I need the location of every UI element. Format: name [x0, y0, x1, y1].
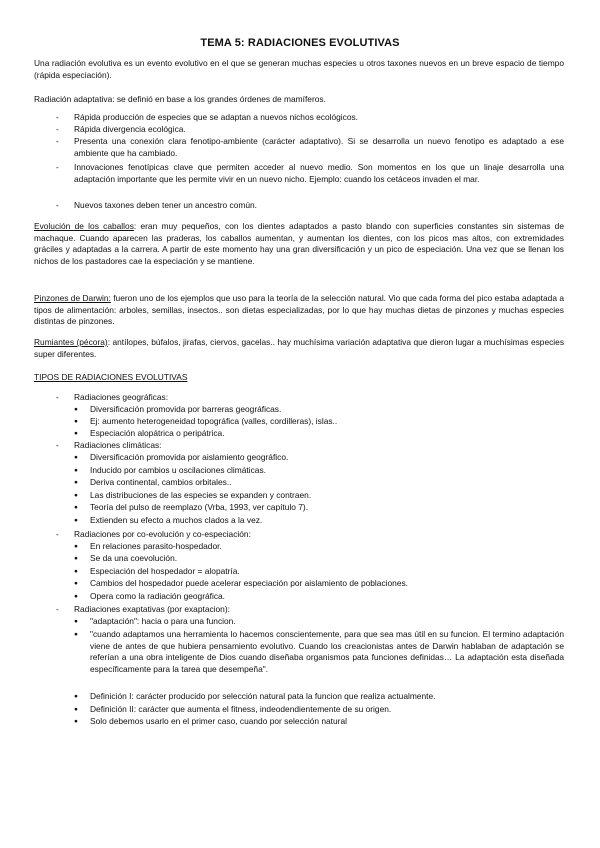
list-item-text: "cuando adaptamos una herramienta lo hacemos conscientemente, para que sea mas útil en su funcion. El termino adaptación viene de antes de que hubiera pensamiento evolutivo. Cuando los creacionistas antes de Darwin hablaban de adaptación se referían a una obra inteligente de Dios cuando diseñaba organismos pata funciones definidas… La adaptación esta diseñada específicamente para la tarea que desempeña". — [90, 629, 564, 674]
dash-marker: - — [56, 529, 59, 539]
bullet-marker: ● — [74, 479, 78, 486]
ruminants-paragraph — [34, 337, 564, 360]
bullet-marker: ● — [74, 568, 78, 575]
document-title: TEMA 5: RADIACIONES EVOLUTIVAS — [200, 37, 400, 49]
bullet-marker: ● — [74, 618, 78, 625]
bullet-marker: ● — [74, 543, 78, 550]
list-item-text: En relaciones parasito-hospedador. — [90, 541, 222, 551]
bullet-marker: ● — [74, 593, 78, 600]
list-item-text: Deriva continental, cambios orbitales.. — [90, 477, 232, 487]
bullet-marker: ● — [74, 467, 78, 474]
dash-marker: - — [56, 604, 59, 614]
bullet-marker: ● — [74, 706, 78, 713]
finches-text: fueron uno de los ejemplos que uso para la teoría de la selección natural. Vio que cada forma del pico estaba adaptada a tipos de alimentación: arboles, semillas, insectos.. son dietas especializadas, por lo que hay muchas dietas de pinzones y muchas especies distintas de pinzones. — [34, 293, 564, 327]
finches-paragraph — [34, 293, 564, 328]
dash-marker: - — [56, 162, 59, 172]
dash-marker: - — [56, 392, 59, 402]
horses-label: Evolución de los caballos — [34, 221, 134, 231]
list-item-text: Solo debemos usarlo en el primer caso, cuando por selección natural — [90, 716, 347, 726]
list-item-text: Se da una coevolución. — [90, 553, 178, 563]
adaptive-item-text: Presenta una conexión clara fenotipo-ambiente (carácter adaptativo). Si se desarrolla un nuevo fenotipo es adaptado a ese ambiente que ha cambiado. — [74, 136, 564, 158]
bullet-marker: ● — [74, 718, 78, 725]
list-item-text: Cambios del hospedador puede acelerar especiación por aislamiento de poblaciones. — [90, 578, 408, 588]
list-item-text: Diversificación promovida por aislamiento geográfico. — [90, 452, 289, 462]
adaptive-radiation-heading: Radiación adaptativa: se definió en base a los grandes órdenes de mamíferos. — [34, 94, 326, 104]
list-item-text: Especiación del hospedador = alopatría. — [90, 566, 240, 576]
bullet-marker: ● — [74, 418, 78, 425]
dash-marker: - — [56, 124, 59, 134]
horses-text: : eran muy pequeños, con los dientes adaptados a pasto blando con superficies constantes sin sistemas de machaque. Cuando aparecen las praderas, los caballos aumentan, y aumentan los dientes, con los picos mas altos, con extremidades gráciles y adaptadas a la carrera. A partir de este momento hay una gran diversificación y un pico de especiación. Una vez que se llenan los nichos de los pastadores cae la especiación y se mantiene. — [34, 221, 564, 266]
list-item-text: Definición II: carácter que aumenta el fitness, indeodendientemente de su origen. — [90, 704, 392, 714]
adaptive-item-text: Innovaciones fenotípicas clave que permiten acceder al nuevo medio. Son momentos en los que un linaje desarrolla una adaptación importante que les permite vivir en un nuevo nicho. Ejemplo: cuando los cetáceos invaden el mar. — [74, 162, 564, 184]
bullet-marker: ● — [74, 504, 78, 511]
list-item-text: Inducido por cambios u oscilaciones climáticas. — [90, 465, 266, 475]
dash-marker: - — [56, 112, 59, 122]
horses-paragraph — [34, 221, 564, 267]
list-item-text: Especiación alopátrica o peripátrica. — [90, 428, 225, 438]
adaptive-item-text: Nuevos taxones deben tener un ancestro común. — [74, 200, 257, 210]
bullet-marker: ● — [74, 517, 78, 524]
ruminants-text: : antílopes, búfalos, jirafas, ciervos, gacelas.. hay muchísima variación adaptativa que dieron lugar a muchísimas especies super diferentes. — [34, 337, 565, 359]
bullet-marker: ● — [74, 631, 78, 638]
list-item-text: Opera como la radiación geográfica. — [90, 591, 226, 601]
type-label: Radiaciones por co-evolución y co-especiación: — [74, 529, 251, 539]
list-item-text: Las distribuciones de las especies se expanden y contraen. — [90, 490, 312, 500]
bullet-marker: ● — [74, 454, 78, 461]
list-item-text: Extienden su efecto a muchos clados a la vez. — [90, 515, 263, 525]
type-label: Radiaciones geográficas: — [74, 392, 169, 402]
ruminants-label: Rumiantes (pécora) — [34, 337, 108, 347]
bullet-marker: ● — [74, 406, 78, 413]
adaptive-item-text: Rápida producción de especies que se adaptan a nuevos nichos ecológicos. — [74, 112, 359, 122]
types-heading: TIPOS DE RADIACIONES EVOLUTIVAS — [34, 372, 188, 382]
list-item-text: Diversificación promovida por barreras geográficas. — [90, 404, 282, 414]
dash-marker: - — [56, 440, 59, 450]
type-label: Radiaciones climáticas: — [74, 440, 162, 450]
adaptive-item-text: Rápida divergencia ecológica. — [74, 124, 186, 134]
intro-paragraph: Una radiación evolutiva es un evento evolutivo en el que se generan muchas especies u otros taxones nuevos en un breve espacio de tiempo (rápida especiación). — [34, 58, 564, 80]
list-item-text: Ej: aumento heterogeneidad topográfica (valles, cordilleras), islas.. — [90, 416, 338, 426]
dash-marker: - — [56, 200, 59, 210]
bullet-marker: ● — [74, 430, 78, 437]
bullet-marker: ● — [74, 693, 78, 700]
bullet-marker: ● — [74, 492, 78, 499]
bullet-marker: ● — [74, 555, 78, 562]
finches-label: Pinzones de Darwin: — [34, 293, 111, 303]
type-label: Radiaciones exaptativas (por exaptacion): — [74, 604, 230, 614]
dash-marker: - — [56, 136, 59, 146]
list-item-text: Definición I: carácter producido por selección natural pata la funcion que realiza actualmente. — [90, 691, 436, 701]
list-item-text: Teoría del pulso de reemplazo (Vrba, 1993, ver capítulo 7). — [90, 502, 309, 512]
list-item-text: "adaptación": hacia o para una funcion. — [90, 616, 236, 626]
bullet-marker: ● — [74, 580, 78, 587]
